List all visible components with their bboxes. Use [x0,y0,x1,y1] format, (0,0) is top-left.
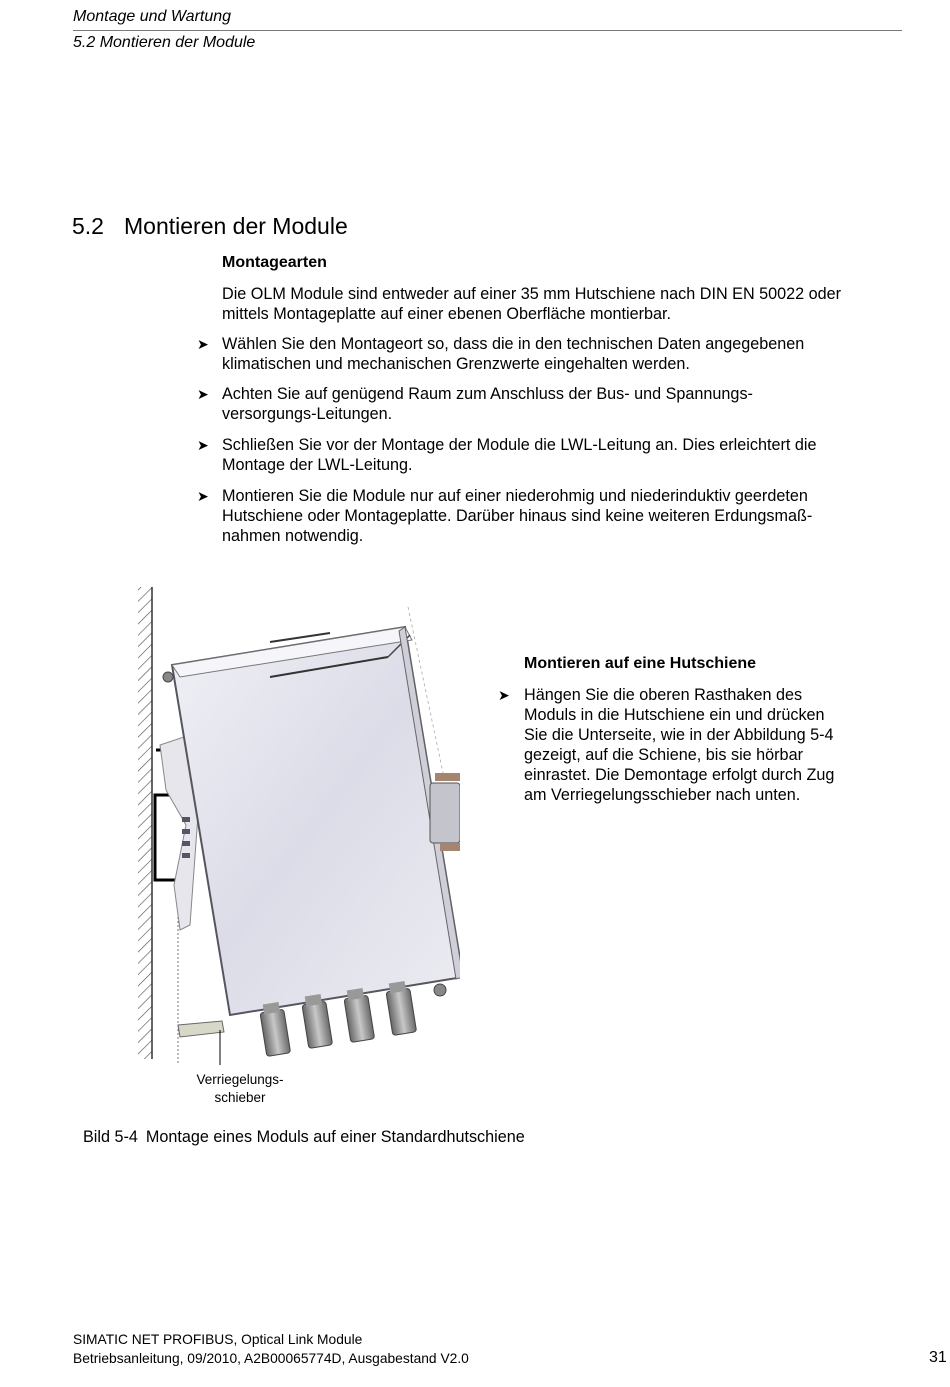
bullet-item-3 [197,435,912,475]
locking-slider [178,1021,224,1037]
bullet-line: Schließen Sie vor der Montage der Module die LWL-Leitung an. Dies erleichtert die [222,436,817,454]
bullet-line: klimatischen und mechanischen Grenzwerte eingehalten werden. [222,355,690,373]
header-rule [73,30,902,31]
intro-line: mittels Montageplatte auf einer ebenen Oberfläche montierbar. [222,305,672,323]
intro-paragraph [222,284,912,324]
section-number: 5.2 [72,213,104,239]
caption-text: Montage eines Moduls auf einer Standardhutschiene [145,1128,525,1146]
arrow-bullet-icon: ➤ [197,488,209,504]
wall [138,587,152,1059]
footer-document: Betriebsanleitung, 09/2010, A2B00065774D, Ausgabestand V2.0 [73,1351,469,1366]
bullet-line: Montieren Sie die Module nur auf einer niederohmig und niederinduktiv geerdeten [222,487,808,505]
bullet-line: am Verriegelungsschieber nach unten. [524,786,801,804]
bullet-line: gezeigt, auf die Schiene, bis sie hörbar [524,746,803,764]
bullet-line: Sie die Unterseite, wie in der Abbildung 5-4 [524,726,834,744]
subheading-hutschiene: Montieren auf eine Hutschiene [524,655,757,672]
module-housing [172,627,460,1015]
arrow-bullet-icon: ➤ [197,386,209,402]
bullet-line: einrastet. Die Demontage erfolgt durch Zug [524,766,835,784]
figure-caption [83,1127,525,1147]
callout-label [180,1071,300,1107]
callout-line: Verriegelungs- [196,1072,284,1087]
running-header-chapter: Montage und Wartung [73,8,232,25]
bullet-line: Hutschiene oder Montageplatte. Darüber hinaus sind keine weiteren Erdungsmaß- [222,507,813,525]
callout-line: schieber [214,1090,266,1105]
arrow-bullet-icon: ➤ [197,437,209,453]
footer-product: SIMATIC NET PROFIBUS, Optical Link Module [73,1332,363,1347]
arrow-bullet-icon: ➤ [197,336,209,352]
running-header-section: 5.2 Montieren der Module [73,34,256,51]
page-number: 31 [929,1349,947,1366]
hutschiene-bullet [498,685,904,805]
intro-line: Die OLM Module sind entweder auf einer 35 mm Hutschiene nach DIN EN 50022 oder [222,285,842,303]
bullet-line: versorgungs-Leitungen. [222,405,393,423]
bullet-line: Moduls in die Hutschiene ein und drücken [524,706,825,724]
caption-label: Bild 5-4 [83,1128,138,1146]
bullet-line: Wählen Sie den Montageort so, dass die in den technischen Daten angegebenen [222,335,805,353]
arrow-bullet-icon: ➤ [498,687,510,703]
bullet-line: Montage der LWL-Leitung. [222,456,413,474]
bullet-item-2 [197,384,912,424]
sub-d-connector [430,773,460,851]
subheading-montagearten: Montagearten [222,254,327,271]
bullet-line: nahmen notwendig. [222,527,364,545]
bullet-line: Hängen Sie die oberen Rasthaken des [524,686,803,704]
bullet-item-4 [197,486,912,546]
bullet-line: Achten Sie auf genügend Raum zum Anschluss der Bus- und Spannungs- [222,385,753,403]
section-title: Montieren der Module [124,213,348,239]
module-mounting-illustration [120,585,460,1065]
section-heading [72,212,348,240]
bullet-item-1 [197,334,912,374]
